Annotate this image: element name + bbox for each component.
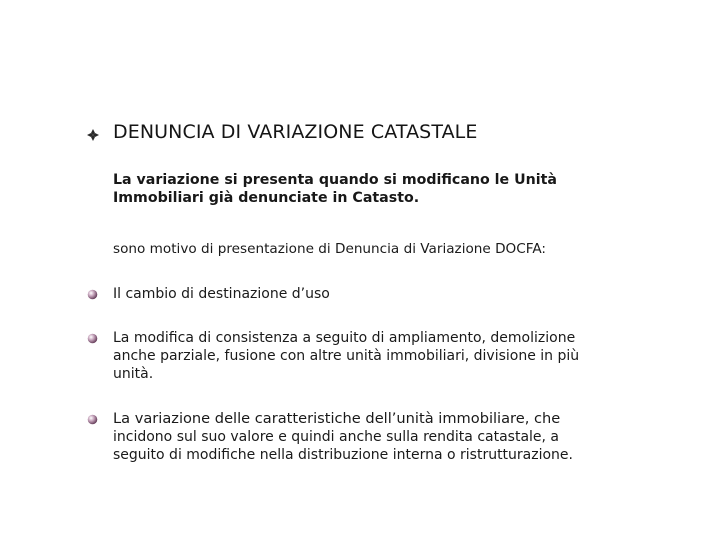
list-item-line: La variazione delle caratteristiche dell’unità immobiliare, che xyxy=(113,410,561,427)
list-item-line: anche parziale, fusione con altre unità immobiliari, divisione in più xyxy=(113,348,580,364)
intro-paragraph xyxy=(113,171,673,207)
list-item-line: Il cambio di destinazione d’uso xyxy=(113,286,330,302)
ball-bullet-icon xyxy=(87,333,98,344)
list-item xyxy=(87,329,647,383)
list-item xyxy=(87,410,647,464)
list-item-text xyxy=(113,410,573,464)
list-item-line: incidono sul suo valore e quindi anche sulla rendita catastale, a xyxy=(113,429,560,445)
diamond-bullet-icon xyxy=(86,128,100,142)
list-item-line: seguito di modifiche nella distribuzione interna o ristrutturazione. xyxy=(113,447,573,463)
subhead-text: sono motivo di presentazione di Denuncia di Variazione DOCFA: xyxy=(113,241,546,257)
list-item-line: La modifica di consistenza a seguito di ampliamento, demolizione xyxy=(113,330,576,346)
ball-bullet-icon xyxy=(87,414,98,425)
slide-title: DENUNCIA DI VARIAZIONE CATASTALE xyxy=(113,121,478,143)
list-item-text xyxy=(113,285,330,303)
intro-line: Immobiliari già denunciate in Catasto. xyxy=(113,190,420,206)
list-item-text xyxy=(113,329,579,383)
intro-line: La variazione si presenta quando si modificano le Unità xyxy=(113,172,557,188)
list-item-line: unità. xyxy=(113,366,154,382)
list-item xyxy=(87,285,647,303)
ball-bullet-icon xyxy=(87,289,98,300)
heading-row xyxy=(86,118,686,146)
